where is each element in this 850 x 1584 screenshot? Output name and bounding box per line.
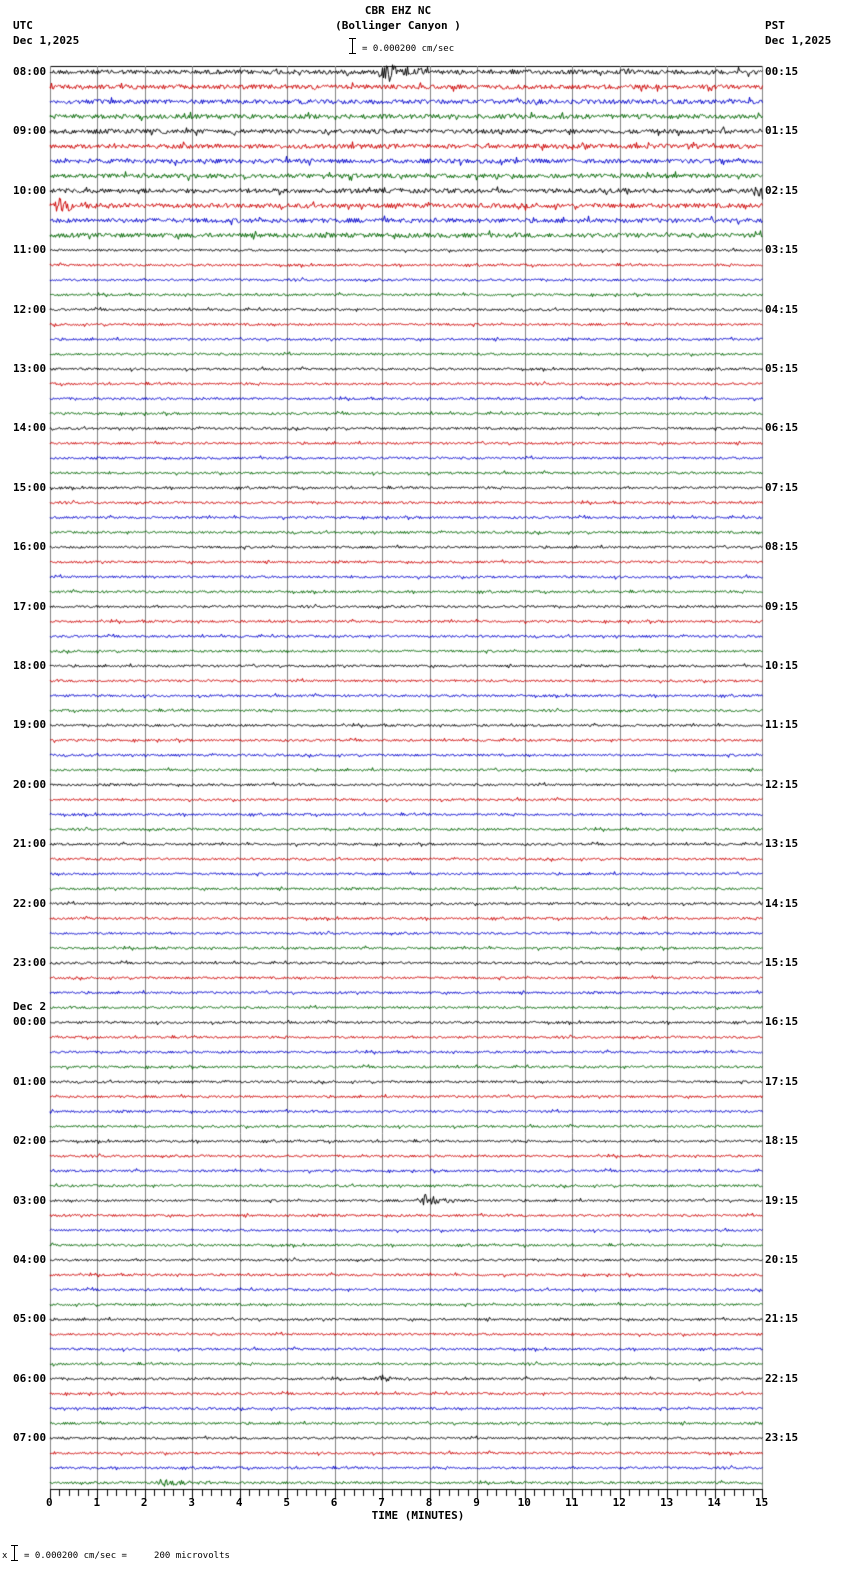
x-tick-label: 4: [235, 1496, 243, 1509]
left-hour-label: 07:00: [13, 1431, 47, 1445]
right-hour-label: 19:15: [765, 1193, 799, 1207]
x-tick-label: 7: [378, 1496, 385, 1509]
right-hour-label: 02:15: [765, 183, 799, 197]
right-hour-label: 05:15: [765, 362, 799, 375]
right-hour-label: 21:15: [765, 1312, 799, 1326]
left-hour-label: 14:00: [13, 421, 47, 435]
right-hour-label: 22:15: [765, 1371, 799, 1385]
left-hour-label: 01:00: [13, 1074, 47, 1088]
left-hour-label: 22:00: [13, 896, 47, 910]
left-hour-label: 13:00: [13, 362, 47, 375]
footer-scale-note: = 0.000200 cm/sec = 200 microvolts: [24, 1551, 230, 1561]
left-hour-label: 04:00: [13, 1253, 47, 1266]
right-hour-label: 04:15: [765, 302, 799, 316]
right-hour-label: 09:15: [765, 599, 799, 613]
right-hour-label: 13:15: [765, 837, 799, 851]
date-change-label: Dec 2: [13, 1000, 47, 1014]
right-hour-label: 00:15: [765, 65, 799, 78]
left-hour-label: 16:00: [13, 540, 47, 554]
right-hour-label: 16:15: [765, 1015, 799, 1029]
right-hour-label: 20:15: [765, 1253, 799, 1266]
left-hour-label: 21:00: [13, 837, 47, 851]
x-tick-label: 12: [612, 1496, 626, 1509]
x-tick-label: 1: [93, 1496, 101, 1509]
right-hour-label: 12:15: [765, 777, 799, 791]
left-hour-label: 17:00: [13, 599, 47, 613]
x-tick-label: 6: [330, 1496, 338, 1509]
right-hour-label: 03:15: [765, 243, 799, 257]
left-hour-label: 19:00: [13, 718, 47, 732]
left-hour-label: 09:00: [13, 124, 47, 138]
left-hour-label: 05:00: [13, 1312, 47, 1326]
left-hour-label: 11:00: [13, 243, 47, 257]
right-hour-label: 10:15: [765, 659, 799, 672]
footer-scale-bar-icon: [14, 1545, 21, 1561]
right-hour-label: 06:15: [765, 421, 799, 435]
x-tick-label: 5: [283, 1496, 290, 1509]
left-hour-label: 15:00: [13, 480, 47, 494]
right-hour-label: 08:15: [765, 540, 799, 554]
left-hour-label: 02:00: [13, 1134, 47, 1148]
scale-prefix: x: [2, 1551, 8, 1561]
x-tick-label: 9: [473, 1496, 480, 1509]
left-hour-label: 12:00: [13, 302, 47, 316]
left-hour-label: 06:00: [13, 1371, 47, 1385]
left-hour-label: 18:00: [13, 659, 47, 672]
left-hour-label: 20:00: [13, 777, 47, 791]
x-tick-label: 0: [46, 1496, 53, 1509]
right-hour-label: 23:15: [765, 1431, 799, 1445]
x-tick-label: 13: [660, 1496, 674, 1509]
x-tick-label: 11: [565, 1496, 579, 1509]
right-hour-label: 17:15: [765, 1074, 799, 1088]
x-axis-label: TIME (MINUTES): [371, 1509, 465, 1522]
right-hour-label: 01:15: [765, 124, 799, 138]
right-hour-label: 11:15: [765, 718, 799, 732]
x-tick-label: 15: [755, 1496, 769, 1509]
right-hour-label: 07:15: [765, 480, 799, 494]
x-tick-label: 8: [425, 1496, 433, 1509]
x-tick-label: 2: [140, 1496, 148, 1509]
left-hour-label: 00:00: [13, 1015, 47, 1029]
right-hour-label: 14:15: [765, 896, 799, 910]
left-hour-label: 03:00: [13, 1193, 47, 1207]
left-hour-label: 08:00: [13, 65, 47, 78]
left-hour-label: 10:00: [13, 183, 47, 197]
x-tick-label: 14: [707, 1496, 721, 1509]
x-tick-label: 10: [517, 1496, 531, 1509]
left-hour-label: 23:00: [13, 956, 47, 969]
right-hour-label: 15:15: [765, 956, 799, 969]
right-hour-label: 18:15: [765, 1134, 799, 1148]
x-tick-label: 3: [188, 1496, 196, 1509]
